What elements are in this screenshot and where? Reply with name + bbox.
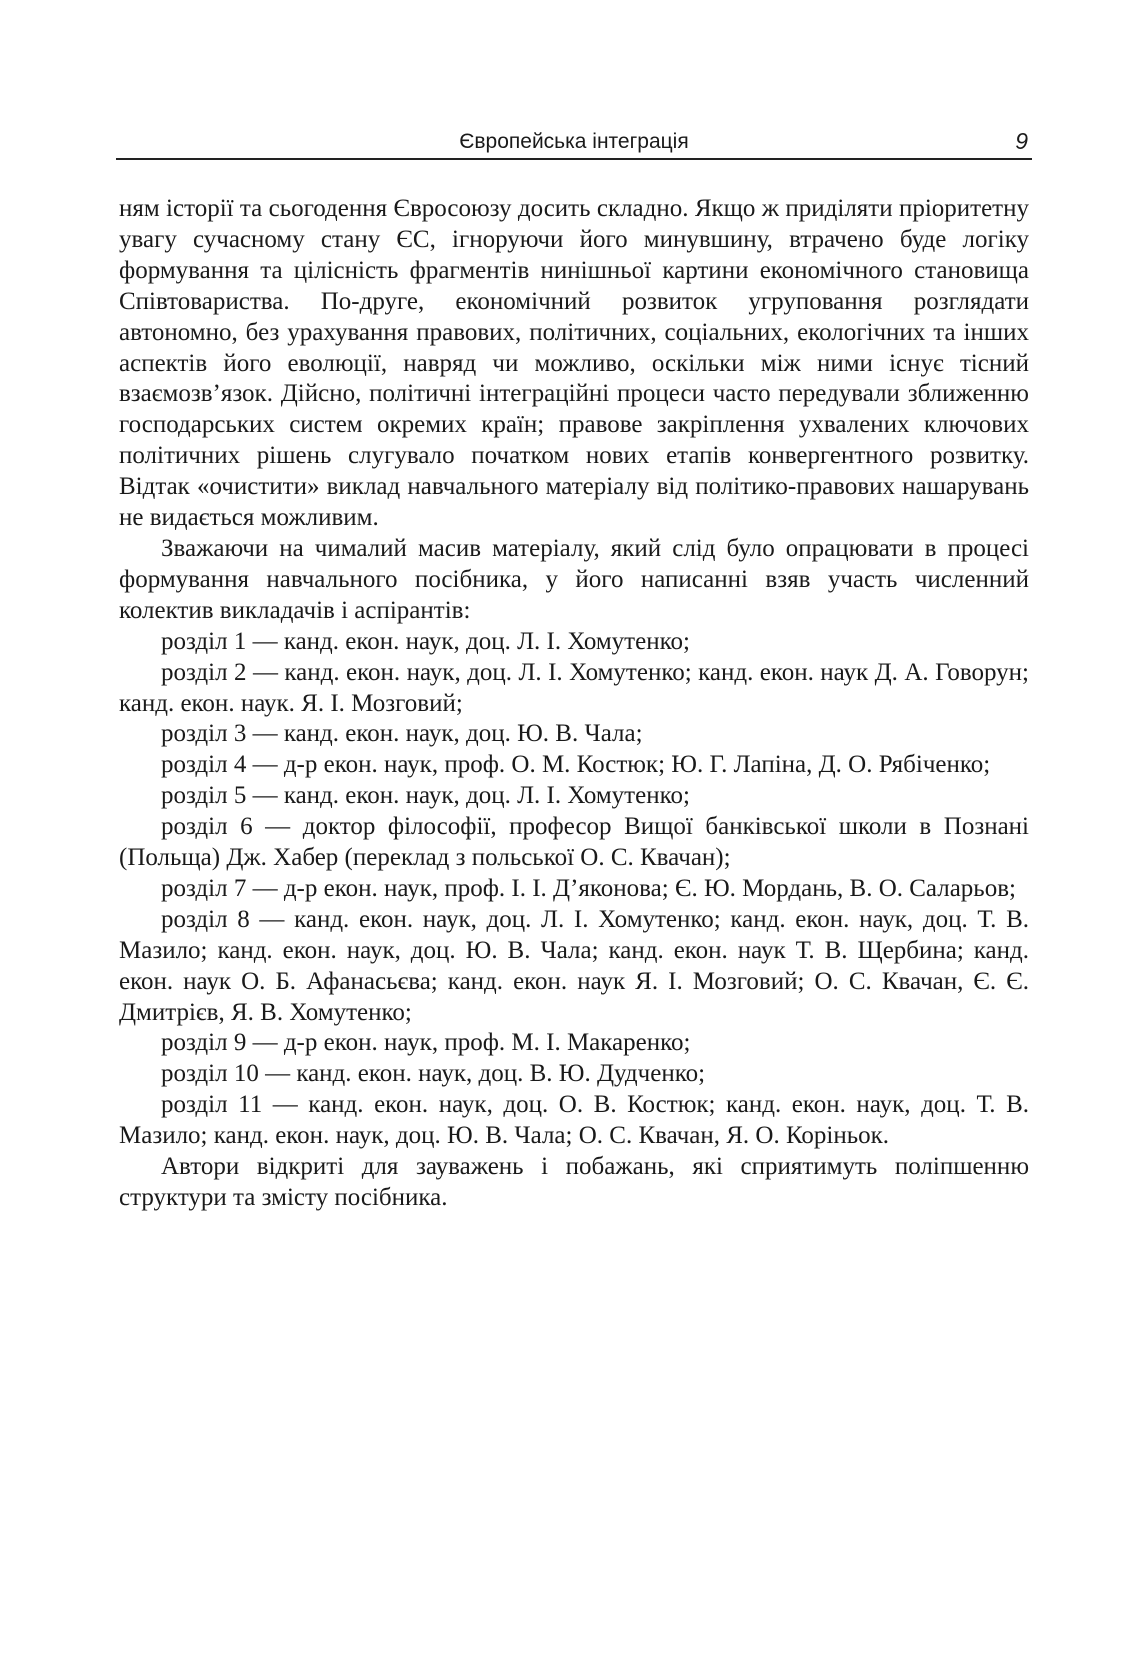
- chapter-author-entry: розділ 2 — канд. екон. наук, доц. Л. І. Хомутенко; канд. екон. наук Д. А. Говорун; канд. екон. наук. Я. І. Мозговий;: [119, 658, 1029, 717]
- paragraph-closing-note: Автори відкриті для зауважень і побажань, які сприятимуть поліпшенню структури та змісту посібника.: [119, 1153, 1029, 1211]
- running-header: [116, 128, 1032, 160]
- chapter-author-entry: розділ 11 — канд. екон. наук, доц. О. В. Костюк; канд. екон. наук, доц. Т. В. Мазило; канд. екон. наук, доц. Ю. В. Чала; О. С. Квачан, Я. О. Коріньок.: [119, 1091, 1029, 1150]
- chapter-author-entry: розділ 3 — канд. екон. наук, доц. Ю. В. Чала;: [161, 720, 643, 748]
- paragraph-authors-intro: Зважаючи на чималий масив матеріалу, який слід було опрацювати в процесі формування навчального посібника, у його написанні взяв участь численний колектив викладачів і аспірантів:: [119, 534, 1029, 624]
- chapter-author-entry: розділ 9 — д-р екон. наук, проф. М. І. Макаренко;: [161, 1029, 691, 1057]
- page-number: 9: [1015, 128, 1028, 154]
- chapter-author-entry: розділ 10 — канд. екон. наук, доц. В. Ю. Дудченко;: [161, 1060, 706, 1088]
- running-title: Європейська інтеграція: [459, 130, 689, 153]
- chapter-author-entry: розділ 4 — д-р екон. наук, проф. О. М. Костюк; Ю. Г. Лапіна, Д. О. Рябіченко;: [161, 751, 991, 779]
- paragraph-continuation: ням історії та сьогодення Євросоюзу досить складно. Якщо ж приділяти пріоритетну увагу сучасному стану ЄС, ігноруючи його минувшину, втрачено буде логіку формування та цілісність фрагментів нинішньої картини економічного становища Співтовариства. По-друге, економічний розвиток угруповання розглядати автономно, без урахування правових, політичних, соціальних, екологічних та інших аспектів його еволюції, навряд чи можливо, оскільки між ними існує тісний взаємозв’язок. Дійсно, політичні інтеграційні процеси часто передували зближенню господарських систем окремих країн; правове закріплення ухвалених ключових політичних рішень слугувало початком нових етапів конвергентного розвитку. Відтак «очистити» виклад навчального матеріалу від політико-правових нашарувань не видається можливим.: [119, 195, 1029, 532]
- chapter-author-entry: розділ 8 — канд. екон. наук, доц. Л. І. Хомутенко; канд. екон. наук, доц. Т. В. Мазило; канд. екон. наук, доц. Ю. В. Чала; канд. екон. наук Т. В. Щербина; канд. екон. наук О. Б. Афанасьєва; канд. екон. наук Я. І. Мозговий; О. С. Квачан, Є. Є. Дмитрієв, Я. В. Хомутенко;: [119, 905, 1029, 1026]
- chapter-author-entry: розділ 5 — канд. екон. наук, доц. Л. І. Хомутенко;: [161, 782, 690, 810]
- chapter-author-entry: розділ 6 — доктор філософії, професор Вищої банківської школи в Познані (Польща) Дж. Хабер (переклад з польської О. С. Квачан);: [119, 813, 1029, 872]
- chapter-author-entry: розділ 1 — канд. екон. наук, доц. Л. І. Хомутенко;: [161, 627, 690, 655]
- main-text: [119, 194, 1029, 1214]
- chapter-author-entry: розділ 7 — д-р екон. наук, проф. І. І. Д’яконова; Є. Ю. Мордань, В. О. Саларьов;: [161, 874, 1016, 902]
